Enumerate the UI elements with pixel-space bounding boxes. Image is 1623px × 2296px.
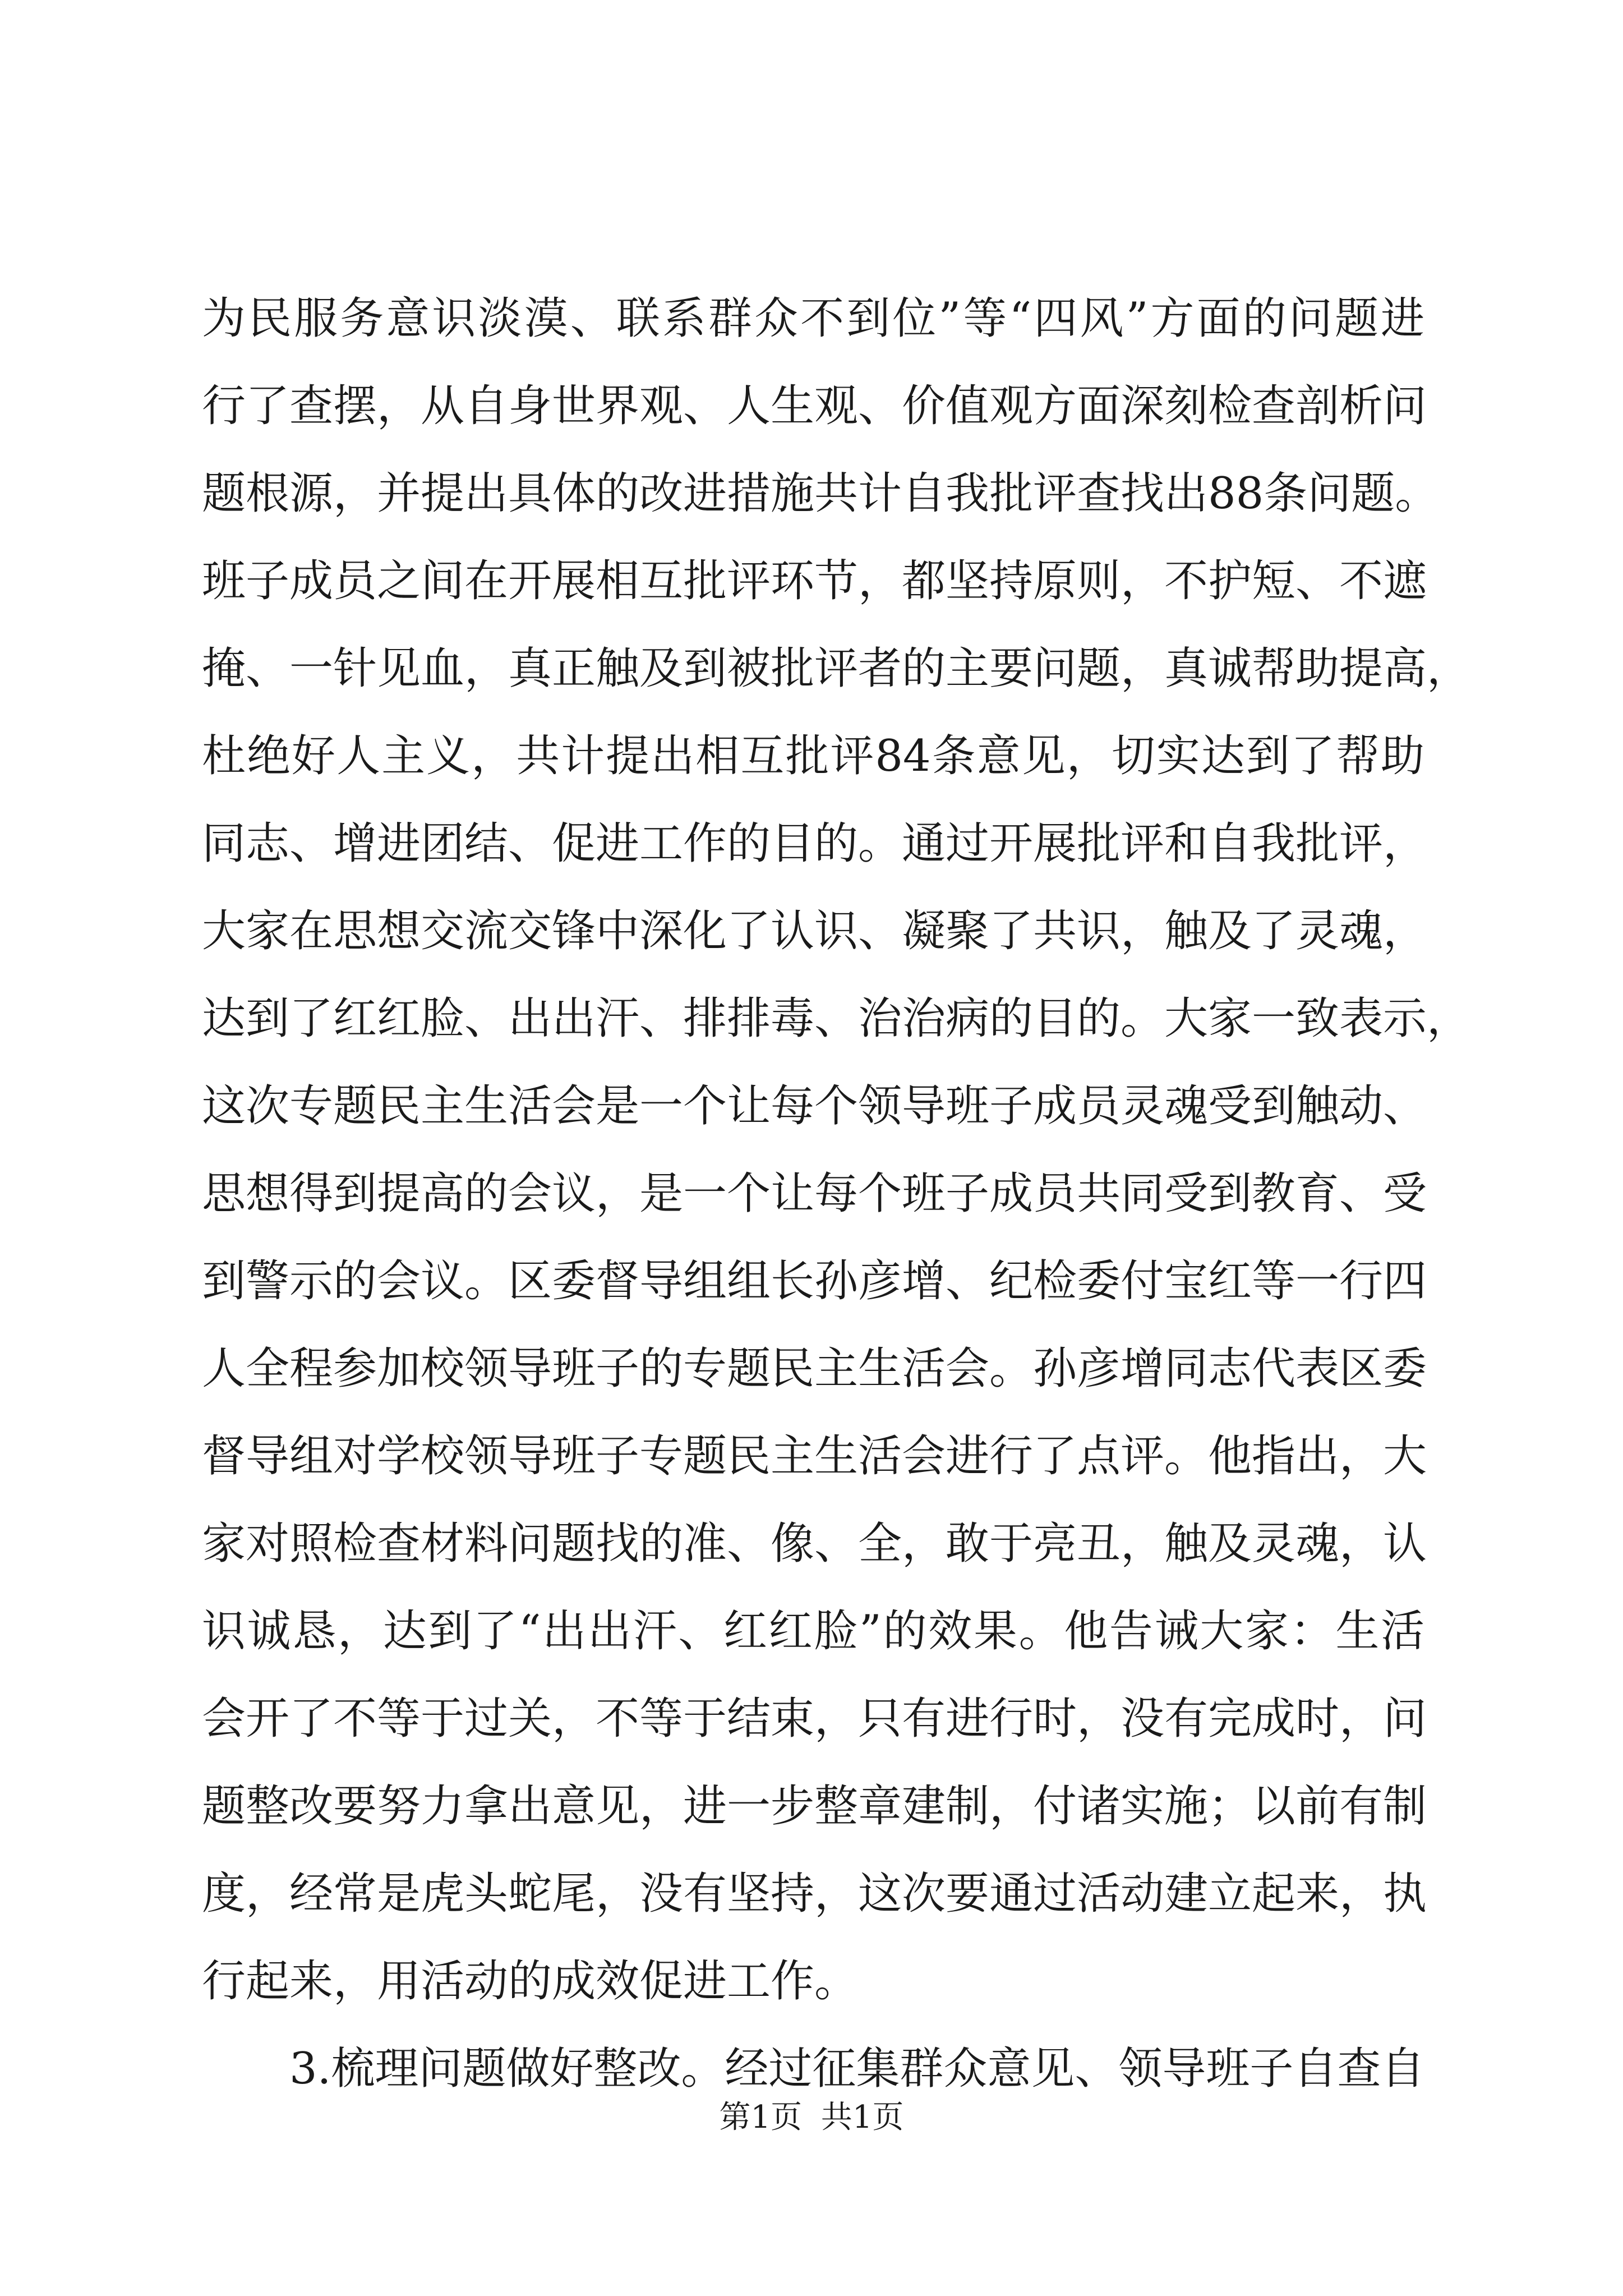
text-line: 大家在思想交流交锋中深化了认识、凝聚了共识，触及了灵魂， [202, 906, 1427, 956]
text-line: 达到了红红脸、出出汗、排排毒、治治病的目的。大家一致表示， [202, 993, 1471, 1044]
text-line: 行了查摆，从自身世界观、人生观、价值观方面深刻检查剖析问 [202, 381, 1427, 431]
text-line: 为民服务意识淡漠、联系群众不到位”等“四风”方面的问题进 [202, 293, 1424, 344]
text-line: 会开了不等于过关，不等于结束，只有进行时，没有完成时，问 [202, 1694, 1427, 1744]
text-line: 督导组对学校领导班子专题民主生活会进行了点评。他指出，大 [202, 1431, 1427, 1481]
text-line: 这次专题民主生活会是一个让每个领导班子成员灵魂受到触动、 [202, 1081, 1427, 1131]
text-line: 题整改要努力拿出意见，进一步整章建制，付诸实施；以前有制 [202, 1781, 1427, 1832]
text-line: 人全程参加校领导班子的专题民主生活会。孙彦增同志代表区委 [202, 1343, 1427, 1394]
text-line: 思想得到提高的会议，是一个让每个班子成员共同受到教育、受 [202, 1168, 1427, 1219]
text-line: 题根源，并提出具体的改进措施共计自我批评查找出88条问题。 [202, 468, 1439, 519]
text-line: 度，经常是虎头蛇尾，没有坚持，这次要通过活动建立起来，执 [202, 1869, 1427, 1919]
page-footer [0, 2092, 1623, 2137]
text-line: 识诚恳，达到了“出出汗、红红脸”的效果。他告诫大家：生活 [202, 1606, 1424, 1657]
text-line: 杜绝好人主义，共计提出相互批评84条意见，切实达到了帮助 [202, 731, 1424, 781]
page-number: 第1页 [719, 2099, 803, 2136]
text-line: 家对照检查材料问题找的准、像、全，敢于亮丑，触及灵魂，认 [202, 1519, 1427, 1569]
text-line: 班子成员之间在开展相互批评环节，都坚持原则，不护短、不遮 [202, 556, 1427, 606]
text-line: 到警示的会议。区委督导组组长孙彦增、纪检委付宝红等一行四 [202, 1256, 1427, 1306]
text-line: 掩、一针见血，真正触及到被批评者的主要问题，真诚帮助提高， [202, 643, 1471, 694]
page-total: 共1页 [820, 2099, 904, 2136]
text-line: 3.梳理问题做好整改。经过征集群众意见、领导班子自查自 [289, 2044, 1425, 2094]
document-body [202, 275, 1471, 2113]
text-line: 同志、增进团结、促进工作的目的。通过开展批评和自我批评， [202, 818, 1427, 869]
text-line: 行起来，用活动的成效促进工作。 [202, 1956, 859, 2007]
paragraph [202, 275, 1471, 2025]
